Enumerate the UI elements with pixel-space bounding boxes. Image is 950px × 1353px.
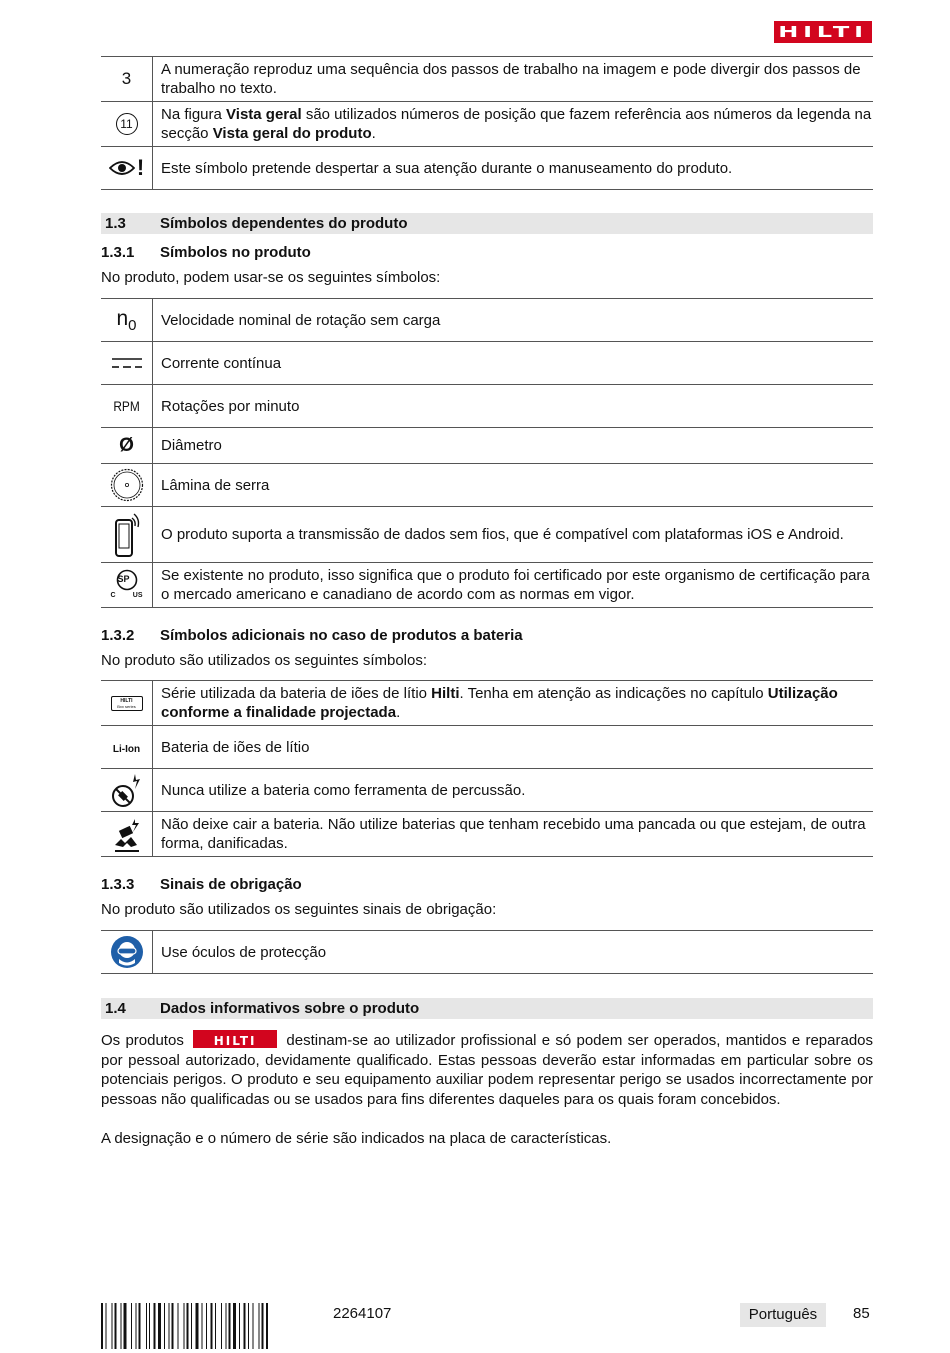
intro-text: No produto, podem usar-se os seguintes símbolos:: [101, 269, 441, 286]
table-cell-text: Corrente contínua: [153, 342, 874, 385]
table-cell-text: Velocidade nominal de rotação sem carga: [153, 299, 874, 342]
barcode-bar: [191, 1303, 192, 1349]
li-ion-icon: Li-Ion: [101, 726, 153, 769]
barcode-bar: [259, 1303, 260, 1349]
safety-glasses-icon: [101, 931, 153, 974]
barcode-bar: [221, 1303, 222, 1349]
table-row: [101, 507, 873, 563]
barcode-bar: [136, 1303, 137, 1349]
barcode-bar: [158, 1303, 161, 1349]
n0-icon: n0: [101, 299, 153, 342]
page-footer: [0, 1303, 950, 1349]
table-cell-text: Se existente no produto, isso significa que o produto foi certificado por este organismo de certificação para o mercado americano e canadiano de acordo com as normas em vigor.: [153, 563, 874, 608]
table-row: [101, 147, 873, 190]
table-cell-text: Lâmina de serra: [153, 464, 874, 507]
step-number-icon: 3: [101, 57, 153, 102]
table-row: [101, 102, 873, 147]
barcode-bar: [146, 1303, 147, 1349]
barcode-bar: [239, 1303, 240, 1349]
intro-text: No produto são utilizados os seguintes sinais de obrigação:: [101, 901, 497, 918]
product-symbols-table: [101, 298, 873, 608]
csa-certification-icon: SP C US: [101, 563, 153, 608]
table-row: [101, 428, 873, 464]
brand-logo: [774, 21, 872, 43]
barcode-bar: [115, 1303, 117, 1349]
no-percussion-icon: [101, 769, 153, 812]
barcode-bar: [101, 1303, 103, 1349]
barcode-bar: [187, 1303, 189, 1349]
barcode-bar: [253, 1303, 254, 1349]
barcode-bar: [196, 1303, 199, 1349]
brand-logo-text: HILTI: [778, 22, 868, 41]
wireless-phone-icon: [101, 507, 153, 563]
conventions-table: [101, 56, 873, 190]
table-cell-text: Não deixe cair a bateria. Não utilize baterias que tenham recebido uma pancada ou que estejam, de outra forma, danificadas.: [153, 812, 874, 857]
do-not-drop-icon: [101, 812, 153, 857]
barcode-bar: [164, 1303, 165, 1349]
barcode-bar: [178, 1303, 179, 1349]
body-paragraph: A designação e o número de série são indicados na placa de características.: [101, 1130, 612, 1147]
diameter-icon: Ø: [101, 428, 153, 464]
battery-series-icon: HILTI Bxx series: [101, 681, 153, 726]
table-row: [101, 57, 873, 102]
barcode-bar: [172, 1303, 174, 1349]
mandatory-signs-table: [101, 930, 873, 974]
table-row: [101, 563, 873, 608]
barcode-bar: [131, 1303, 132, 1349]
barcode-bar: [244, 1303, 246, 1349]
barcode-bar: [211, 1303, 213, 1349]
barcode-bar: [202, 1303, 203, 1349]
barcode-bar: [149, 1303, 150, 1349]
table-row: [101, 299, 873, 342]
table-cell-text: Série utilizada da bateria de iões de lítio Hilti. Tenha em atenção as indicações no capítulo Utilização conforme a finalidade projectada.: [153, 681, 874, 726]
barcode-bar: [262, 1303, 264, 1349]
section-heading: 1.4 Dados informativos sobre o produto: [101, 998, 873, 1019]
table-row: [101, 385, 873, 428]
table-cell-text: A numeração reproduz uma sequência dos passos de trabalho na imagem e pode divergir dos passos de trabalho no texto.: [153, 57, 874, 102]
table-cell-text: Este símbolo pretende despertar a sua atenção durante o manuseamento do produto.: [153, 147, 874, 190]
table-cell-text: Rotações por minuto: [153, 385, 874, 428]
table-row: [101, 342, 873, 385]
table-cell-text: Diâmetro: [153, 428, 874, 464]
table-row: [101, 464, 873, 507]
table-row: [101, 931, 873, 974]
serial-number: 2264107: [333, 1305, 392, 1322]
table-cell-text: O produto suporta a transmissão de dados sem fios, que é compatível com plataformas iOS e Android.: [153, 507, 874, 563]
battery-symbols-table: [101, 680, 873, 857]
inline-brand-logo: HILTI: [193, 1030, 277, 1048]
barcode-bar: [106, 1303, 107, 1349]
barcode-bar: [206, 1303, 207, 1349]
barcode-bar: [229, 1303, 231, 1349]
section-heading: 1.3 Símbolos dependentes do produto: [101, 213, 873, 234]
barcode-bar: [121, 1303, 122, 1349]
barcode-bar: [112, 1303, 113, 1349]
barcode-bar: [139, 1303, 141, 1349]
table-row: [101, 769, 873, 812]
table-row: [101, 726, 873, 769]
table-row: [101, 812, 873, 857]
barcode-bar: [215, 1303, 216, 1349]
barcode-bar: [226, 1303, 227, 1349]
table-cell-text: Bateria de iões de lítio: [153, 726, 874, 769]
barcode: [101, 1303, 315, 1349]
table-cell-text: Use óculos de protecção: [153, 931, 874, 974]
saw-blade-icon: [101, 464, 153, 507]
barcode-bar: [124, 1303, 127, 1349]
barcode-bar: [266, 1303, 268, 1349]
rpm-icon: RPM: [101, 385, 153, 428]
barcode-bar: [154, 1303, 156, 1349]
page-number: 85: [853, 1305, 870, 1322]
table-row: [101, 681, 873, 726]
barcode-bar: [233, 1303, 236, 1349]
barcode-bar: [248, 1303, 249, 1349]
eye-warning-icon: !: [101, 147, 153, 190]
position-number-icon: 11: [101, 102, 153, 147]
intro-text: No produto são utilizados os seguintes símbolos:: [101, 652, 428, 669]
barcode-bar: [169, 1303, 170, 1349]
table-cell-text: Nunca utilize a bateria como ferramenta de percussão.: [153, 769, 874, 812]
language-label: Português: [740, 1303, 826, 1327]
barcode-bar: [184, 1303, 185, 1349]
body-paragraph: Os produtos HILTI destinam-se ao utilizador profissional e só podem ser operados, mantidos e reparados por pessoal autorizado, devidamente qualificado. Estas pessoas deverão estar informadas em particular sobre os potenciais perigos. O produto e seu equipamento auxiliar podem representar perigo se usados incorrectamente por pessoas não qualificadas ou se usados para fins diferentes daqueles para os quais foram concebidos.: [101, 1032, 874, 1108]
table-cell-text: Na figura Vista geral são utilizados números de posição que fazem referência aos números da legenda na secção Vista geral do produto.: [153, 102, 874, 147]
direct-current-icon: [101, 342, 153, 385]
